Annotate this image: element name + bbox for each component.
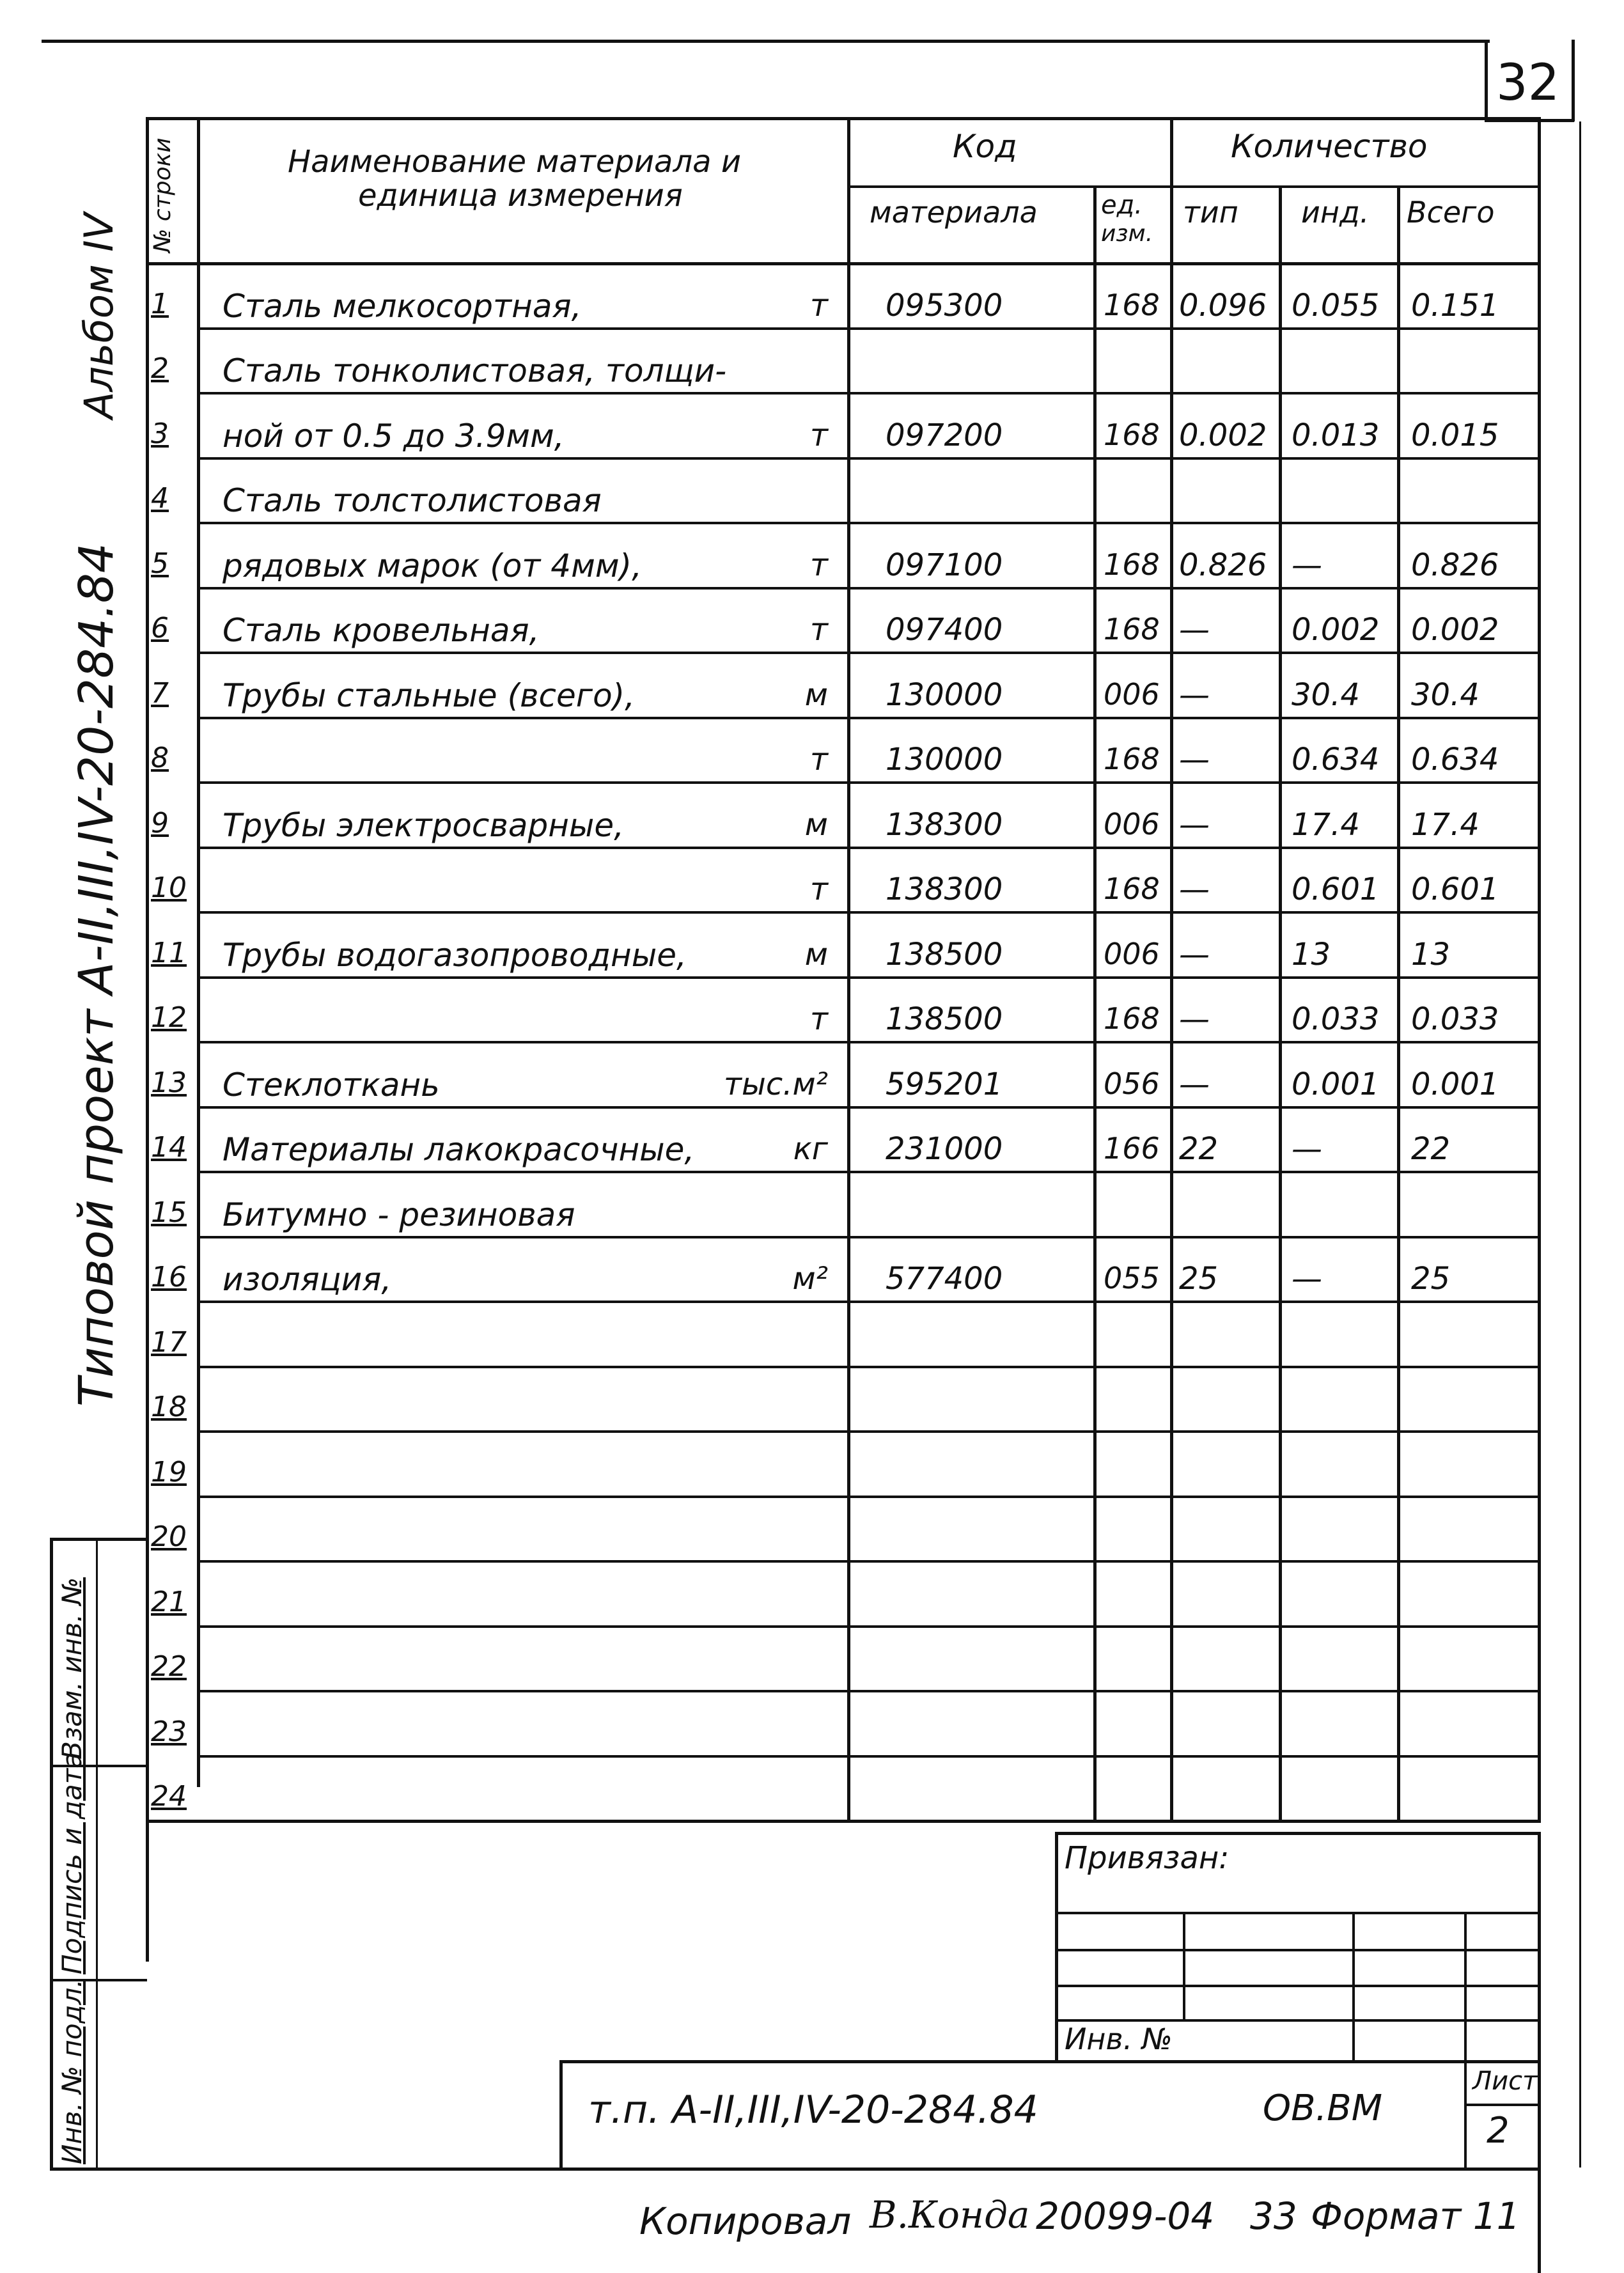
- row-qty-ind: 0.033: [1292, 1001, 1380, 1037]
- row-unit-code: 006: [1104, 676, 1160, 712]
- row-qty-total: 0.826: [1411, 547, 1499, 583]
- row-qty-ind: —: [1292, 1261, 1322, 1297]
- bottom-rule: [146, 2168, 1541, 2171]
- row-qty-total: 17.4: [1411, 806, 1480, 843]
- row-qty-type: 0.096: [1179, 287, 1267, 324]
- row-qty-type: 0.002: [1179, 417, 1267, 453]
- project-label: Типовой проект А-II,III,IV-20-284.84: [69, 543, 124, 1407]
- row-number: 16: [151, 1261, 187, 1293]
- row-number: 24: [151, 1780, 187, 1813]
- stamp-box-top: [50, 1538, 147, 1541]
- row-material-code: 097400: [886, 612, 1003, 648]
- row-unit-code: 056: [1104, 1066, 1160, 1101]
- table-left-bottom: [146, 1820, 1541, 1823]
- row-number: 12: [151, 1001, 187, 1034]
- stamp-inv-podl: Инв. № подл.: [56, 1979, 88, 2164]
- row-material-code: 577400: [886, 1261, 1003, 1297]
- row-unit-code: 006: [1104, 806, 1160, 841]
- row-number: 17: [151, 1325, 187, 1359]
- row-number: 15: [151, 1196, 187, 1229]
- top-rule: [42, 40, 1490, 43]
- row-name: Сталь толстолистовая: [223, 482, 602, 519]
- row-material-code: 138300: [886, 806, 1003, 843]
- row-unit: т: [810, 287, 828, 324]
- table-row-line: [197, 587, 1541, 590]
- code-subheader-line: [847, 185, 1538, 188]
- row-material-code: 595201: [886, 1066, 1003, 1102]
- row-number: 18: [151, 1391, 187, 1423]
- row-qty-ind: 0.013: [1292, 417, 1380, 453]
- table-row-line: [197, 717, 1541, 719]
- table-row-line: [197, 1560, 1541, 1563]
- row-unit-code: 166: [1104, 1131, 1160, 1166]
- title-block-left: [559, 2060, 563, 2171]
- row-unit-code: 168: [1104, 547, 1160, 582]
- table-row-line: [197, 847, 1541, 849]
- page-number-box-left: [1485, 40, 1488, 121]
- row-qty-type: 25: [1179, 1261, 1219, 1297]
- row-material-code: 138500: [886, 936, 1003, 972]
- row-qty-total: 0.634: [1411, 742, 1499, 777]
- right-edge-line: [1579, 121, 1581, 2168]
- table-row-line: [197, 1496, 1541, 1498]
- row-material-code: 097100: [886, 547, 1003, 583]
- order-number: 20099-04: [1036, 2194, 1215, 2238]
- row-qty-ind: —: [1292, 547, 1322, 583]
- bound-label: Привязан:: [1065, 1840, 1230, 1876]
- row-number: 6: [151, 612, 169, 644]
- row-unit: т: [810, 547, 828, 583]
- table-row-line: [197, 1430, 1541, 1433]
- row-qty-type: —: [1179, 1066, 1210, 1102]
- row-qty-ind: 17.4: [1292, 806, 1360, 843]
- row-qty-ind: 0.601: [1292, 871, 1380, 907]
- row-unit-code: 168: [1104, 742, 1160, 776]
- row-unit: тыс.м²: [724, 1066, 828, 1102]
- row-qty-total: 13: [1411, 936, 1451, 972]
- row-unit: м²: [792, 1261, 828, 1297]
- row-qty-type: —: [1179, 806, 1210, 843]
- header-row-no: № строки: [150, 137, 176, 253]
- table-col-unit-line: [1093, 185, 1097, 1820]
- row-qty-ind: 0.055: [1292, 287, 1380, 324]
- header-unit-1: ед.: [1101, 191, 1143, 220]
- title-block-sheet-div: [1464, 2104, 1541, 2106]
- table-row-line: [197, 1301, 1541, 1303]
- row-name: рядовых марок (от 4мм),: [223, 547, 642, 584]
- table-row-line: [197, 327, 1541, 330]
- copied-label: Копировал: [639, 2199, 852, 2243]
- row-qty-type: —: [1179, 742, 1210, 777]
- page-number: 32: [1496, 54, 1560, 112]
- row-unit-code: 055: [1104, 1261, 1160, 1295]
- row-qty-type: —: [1179, 871, 1210, 907]
- row-qty-ind: 0.634: [1292, 742, 1380, 777]
- row-unit: т: [810, 1001, 828, 1037]
- row-qty-type: —: [1179, 936, 1210, 972]
- table-row-line: [197, 1171, 1541, 1173]
- table-col-total-line: [1397, 185, 1400, 1820]
- row-number: 22: [151, 1650, 187, 1683]
- row-qty-total: 30.4: [1411, 676, 1480, 713]
- row-material-code: 130000: [886, 742, 1003, 777]
- row-name: Трубы стальные (всего),: [223, 676, 636, 714]
- row-number: 8: [151, 742, 169, 774]
- row-unit: т: [810, 742, 828, 777]
- header-unit-2: изм.: [1101, 221, 1153, 247]
- bound-row-line-3: [1055, 1985, 1541, 1987]
- row-number: 9: [151, 806, 169, 840]
- header-code: Код: [953, 128, 1017, 165]
- page-number-box-right: [1572, 40, 1575, 121]
- row-number: 1: [151, 287, 169, 320]
- row-unit: м: [804, 676, 828, 713]
- header-qty-type: тип: [1183, 195, 1238, 230]
- header-qty-ind: инд.: [1301, 195, 1370, 230]
- table-row-line: [197, 911, 1541, 914]
- table-col-code-line: [847, 117, 850, 1820]
- row-number: 21: [151, 1585, 187, 1618]
- format-label: Формат 11: [1311, 2194, 1520, 2238]
- designation: т.п. А-II,III,IV-20-284.84: [588, 2088, 1038, 2132]
- header-code-material: материала: [870, 195, 1038, 230]
- row-qty-ind: 0.002: [1292, 612, 1380, 648]
- header-name-1: Наименование материала и: [288, 144, 742, 180]
- row-name: изоляция,: [223, 1261, 392, 1298]
- table-row-line: [197, 1366, 1541, 1368]
- table-row-line: [197, 1625, 1541, 1628]
- row-material-code: 095300: [886, 287, 1003, 324]
- row-qty-type: 22: [1179, 1131, 1219, 1167]
- row-qty-total: 0.002: [1411, 612, 1499, 648]
- table-col-ind-line: [1279, 185, 1282, 1820]
- row-unit: т: [810, 612, 828, 648]
- row-qty-type: —: [1179, 612, 1210, 648]
- row-name: Сталь тонколистовая, толщи-: [223, 352, 727, 389]
- table-col-qty-line: [1170, 117, 1173, 1820]
- header-qty: Количество: [1231, 128, 1428, 165]
- row-qty-total: 0.601: [1411, 871, 1499, 907]
- table-row-line: [197, 1236, 1541, 1238]
- row-number: 13: [151, 1066, 187, 1099]
- table-col-left-line: [146, 117, 149, 1962]
- row-number: 19: [151, 1455, 187, 1488]
- row-qty-ind: 0.001: [1292, 1066, 1380, 1102]
- row-qty-type: 0.826: [1179, 547, 1267, 583]
- row-qty-total: 22: [1411, 1131, 1451, 1167]
- header-name-2: единица измерения: [358, 178, 683, 214]
- stamp-box-bottom: [50, 2168, 147, 2171]
- bound-row-line-1: [1055, 1912, 1541, 1914]
- row-number: 23: [151, 1715, 187, 1748]
- table-row-line: [197, 392, 1541, 394]
- doc-code: ОВ.ВМ: [1263, 2088, 1383, 2129]
- row-material-code: 138300: [886, 871, 1003, 907]
- row-material-code: 138500: [886, 1001, 1003, 1037]
- table-row-line: [197, 781, 1541, 784]
- row-unit-code: 168: [1104, 1001, 1160, 1036]
- row-material-code: 097200: [886, 417, 1003, 453]
- bound-col-1: [1183, 1912, 1185, 2020]
- row-unit: т: [810, 871, 828, 907]
- sheet-number: 2: [1487, 2110, 1510, 2152]
- header-qty-total: Всего: [1407, 195, 1495, 230]
- row-material-code: 231000: [886, 1131, 1003, 1167]
- row-number: 11: [151, 936, 187, 969]
- table-header-bottom: [146, 262, 1541, 265]
- table-row-line: [197, 1690, 1541, 1692]
- row-qty-total: 0.015: [1411, 417, 1499, 453]
- row-qty-type: —: [1179, 1001, 1210, 1037]
- table-row-line: [197, 652, 1541, 654]
- row-qty-total: 0.033: [1411, 1001, 1499, 1037]
- row-unit: м: [804, 806, 828, 843]
- row-name: Сталь кровельная,: [223, 612, 540, 649]
- bound-box-right: [1538, 1832, 1541, 2273]
- bound-col-2: [1352, 1912, 1355, 2062]
- row-material-code: 130000: [886, 676, 1003, 713]
- row-number: 2: [151, 352, 169, 385]
- stamp-signature-date: Подпись и дата: [56, 1752, 88, 1974]
- row-unit-code: 168: [1104, 287, 1160, 322]
- table-row-line: [197, 1755, 1541, 1758]
- row-number: 14: [151, 1131, 187, 1164]
- inv-no-label: Инв. №: [1065, 2022, 1173, 2056]
- row-number: 3: [151, 417, 169, 450]
- sheet-counter: 33: [1250, 2194, 1297, 2238]
- stamp-box-left: [50, 1538, 53, 2171]
- row-name: Материалы лакокрасочные,: [223, 1131, 695, 1168]
- stamp-box-inner: [96, 1538, 98, 2171]
- table-row-line: [197, 1106, 1541, 1109]
- row-qty-ind: 30.4: [1292, 676, 1360, 713]
- row-number: 7: [151, 676, 169, 710]
- table-row-line: [197, 1041, 1541, 1043]
- row-name: Стеклоткань: [223, 1066, 440, 1104]
- row-number: 10: [151, 871, 187, 904]
- table-col-right-line: [1538, 117, 1541, 1820]
- stamp-vzam-inv: Взам. инв. №: [56, 1577, 88, 1760]
- bound-box-left: [1055, 1832, 1058, 2062]
- row-qty-total: 0.001: [1411, 1066, 1499, 1102]
- row-unit: т: [810, 417, 828, 453]
- title-block-sheet-col: [1464, 2060, 1467, 2171]
- row-name: Трубы электросварные,: [223, 806, 625, 844]
- row-unit-code: 168: [1104, 612, 1160, 646]
- table-row-line: [197, 522, 1541, 524]
- bound-col-3: [1464, 1912, 1467, 2062]
- row-unit: м: [804, 936, 828, 972]
- row-number: 5: [151, 547, 169, 580]
- table-col-name-line: [197, 117, 200, 1787]
- bound-box-top: [1055, 1832, 1541, 1835]
- row-qty-total: 25: [1411, 1261, 1451, 1297]
- row-unit: кг: [793, 1131, 828, 1167]
- bound-row-line-2: [1055, 1949, 1541, 1951]
- sheet-label: Лист: [1472, 2066, 1538, 2096]
- row-name: Битумно - резиновая: [223, 1196, 575, 1233]
- row-name: Сталь мелкосортная,: [223, 287, 582, 325]
- row-unit-code: 168: [1104, 871, 1160, 906]
- album-label: Альбом IV: [75, 213, 122, 419]
- row-qty-total: 0.151: [1411, 287, 1499, 324]
- row-number: 20: [151, 1520, 187, 1553]
- row-unit-code: 006: [1104, 936, 1160, 971]
- row-qty-ind: 13: [1292, 936, 1331, 972]
- row-number: 4: [151, 482, 169, 515]
- row-name: Трубы водогазопроводные,: [223, 936, 687, 974]
- table-top: [146, 117, 1541, 120]
- row-unit-code: 168: [1104, 417, 1160, 452]
- row-qty-type: —: [1179, 676, 1210, 713]
- table-row-line: [197, 457, 1541, 460]
- row-qty-ind: —: [1292, 1131, 1322, 1167]
- table-row-line: [197, 976, 1541, 979]
- title-block-top: [559, 2060, 1541, 2063]
- row-name: ной от 0.5 до 3.9мм,: [223, 417, 565, 455]
- copied-by: В.Конда: [870, 2193, 1030, 2237]
